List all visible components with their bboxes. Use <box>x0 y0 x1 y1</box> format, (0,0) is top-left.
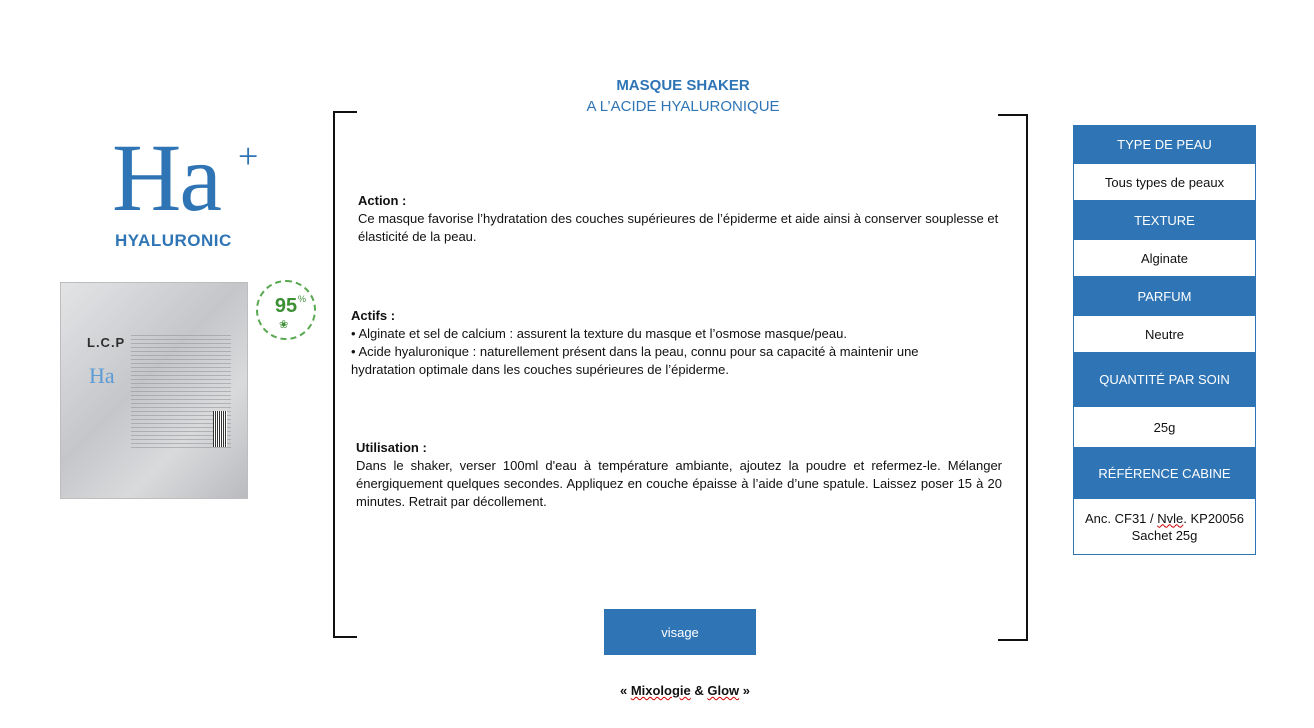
texture-value: Alginate <box>1073 239 1256 277</box>
action-text: Ce masque favorise l’hydratation des couches supérieures de l’épiderme et aide ainsi à conserver souplesse et élasticité de la peau. <box>358 211 999 244</box>
utilisation-text: Dans le shaker, verser 100ml d'eau à température ambiante, ajoutez la poudre et refermez-le. Mélanger énergiquement quelques secondes. Appliquez en couche épaisse à l’aide d’une spatule. Laissez poser 15 à 20 minutes. Retrait par décollement. <box>356 458 1002 509</box>
sachet-barcode <box>213 411 227 447</box>
product-sachet-image <box>60 282 248 499</box>
badge-unit: % <box>298 294 307 304</box>
sachet-brand: L.C.P <box>87 335 126 350</box>
footer-quote-open: « <box>619 683 631 698</box>
reference-nvle: Nvle <box>1157 510 1184 526</box>
section-utilisation <box>356 439 1002 511</box>
skin-type-header: TYPE DE PEAU <box>1073 125 1256 163</box>
zone-visage-button[interactable]: visage <box>604 609 756 655</box>
footer-tagline <box>560 683 810 698</box>
section-actifs <box>351 307 951 379</box>
reference-line-2: Sachet 25g <box>1131 527 1198 543</box>
reference-code: . KP20056 <box>1183 510 1244 526</box>
texture-header: TEXTURE <box>1073 201 1256 239</box>
natural-origin-badge <box>256 280 316 340</box>
actifs-item-alginate: • Alginate et sel de calcium : assurent la texture du masque et l’osmose masque/peau. <box>351 326 847 341</box>
quantity-header: QUANTITÉ PAR SOIN <box>1073 353 1256 406</box>
product-subtitle: A L’ACIDE HYALURONIQUE <box>586 98 780 115</box>
reference-value <box>1073 498 1256 555</box>
ha-logo-word: HYALURONIC <box>115 231 232 250</box>
action-heading: Action : <box>358 193 407 208</box>
section-action <box>358 192 1004 246</box>
ha-logo-plus: + <box>238 136 259 176</box>
reference-anc: Anc. CF31 / <box>1085 510 1158 526</box>
footer-ampersand: & <box>690 683 708 698</box>
actifs-heading: Actifs : <box>351 308 396 323</box>
ha-logo-letters: Ha <box>112 124 220 231</box>
sachet-ha-logo: Ha <box>89 363 115 388</box>
product-title: MASQUE SHAKER <box>616 77 750 94</box>
reference-header: RÉFÉRENCE CABINE <box>1073 448 1256 498</box>
specs-table <box>1073 125 1256 555</box>
footer-quote-close: » <box>739 683 751 698</box>
utilisation-heading: Utilisation : <box>356 440 427 455</box>
perfume-header: PARFUM <box>1073 277 1256 315</box>
footer-word-glow: Glow <box>707 683 740 698</box>
actifs-item-hyaluronic: • Acide hyaluronique : naturellement présent dans la peau, connu pour sa capacité à maintenir une hydratation optimale dans les couches supérieures de l’épiderme. <box>351 344 919 377</box>
leaf-icon: ❀ <box>279 319 289 331</box>
reference-line-1 <box>1085 510 1244 527</box>
footer-word-mixologie: Mixologie <box>630 683 691 698</box>
quantity-value: 25g <box>1073 406 1256 448</box>
badge-value: 95 <box>274 295 298 317</box>
skin-type-value: Tous types de peaux <box>1073 163 1256 201</box>
perfume-value: Neutre <box>1073 315 1256 353</box>
